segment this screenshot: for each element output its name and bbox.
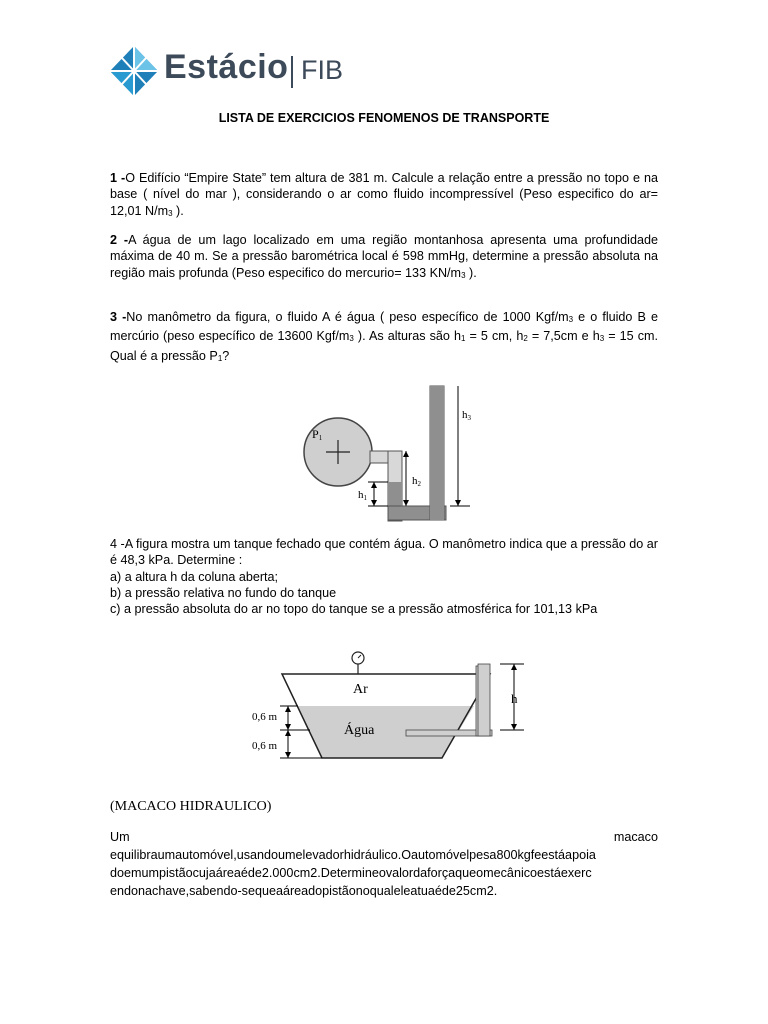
question-5-heading: (MACACO HIDRAULICO) [110,799,272,814]
question-number: 1 - [110,171,126,185]
question-1: 1 -O Edifício “Empire State” tem altura de 381 m. Calcule a relação entre a pressão no topo e na base ( nível do mar ), considerando o ar como fluido incompressível (Peso especifico do ar= 12,01 $N/m_3$ ). [110,171,658,218]
label-p1: P1 [312,427,323,442]
question-5: Um macaco equilibraumautomóvel,usandoumelevadorhidráulico.Oautomóvelpesa800kgfeestáapoia doemumpistãocujaáreaéde2.000cm2.Determineovalordaforçaqueomecânicoestáexerc endonachave,sabendo-sequeaáreadopistãonoqualeleatuaéde25cm2. [110,830,658,898]
logo-separator [291,56,293,88]
label-agua: Água [344,723,375,738]
question-number: 2 - [110,233,129,247]
estacio-fib-logo [108,42,364,100]
label-h2: h2 [412,475,421,488]
open-column [478,664,490,736]
page-title: LISTA DE EXERCICIOS FENOMENOS DE TRANSPORTE [218,111,550,125]
item-c: c) a pressão absoluta do ar no topo do tanque se a pressão atmosférica for 101,13 kPa [110,602,598,617]
question-number: 3 - [110,310,127,324]
tank-figure [246,646,530,768]
logo-wordmark: Estácio [164,48,289,86]
label-dim-1: 0,6 m [252,711,278,723]
item-a: a) a altura h da coluna aberta; [110,569,279,584]
item-b: b) a pressão relativa no fundo do tanque [110,585,337,600]
question-3: 3 -No manômetro da figura, o fluido A é água ( peso específico de 1000 Kgf/$m_3$ e o fluido B e mercúrio (peso específico de 13600 Kgf/$m_3$ ). As alturas são $h_1 = 5$ cm, $h_2 = 7,5cm$ e $h_3 = 15$ cm. Qual é a pressão $P_1$? [110,310,659,363]
label-dim-2: 0,6 m [252,740,278,752]
label-h1: h1 [358,489,367,502]
question-4: 4 -A figura mostra um tanque fechado que contém água. O manômetro indica que a pressão do ar é 48,3 kPa. Determine : a) a altura h da coluna aberta; b) a pressão relativa no fundo do tanque c) a pressão absoluta do ar no topo do tanque se a pressão atmosférica for 101,13 kPa [110,537,658,617]
label-ar: Ar [353,682,368,697]
label-h: h [511,691,518,706]
diamond-logo-icon [108,42,160,100]
label-h3: h3 [462,409,471,422]
question-2: 2 -A água de um lago localizado em uma região montanhosa apresenta uma profundidade máxima de 40 m. Se a pressão barométrica local é 598 mmHg, determine a pressão absoluta na região mais profunda (Peso especifico do mercurio= 133 $KN/m_3$ ). [110,233,658,280]
logo-fib: FIB [301,55,344,85]
manometer-figure [300,382,490,524]
